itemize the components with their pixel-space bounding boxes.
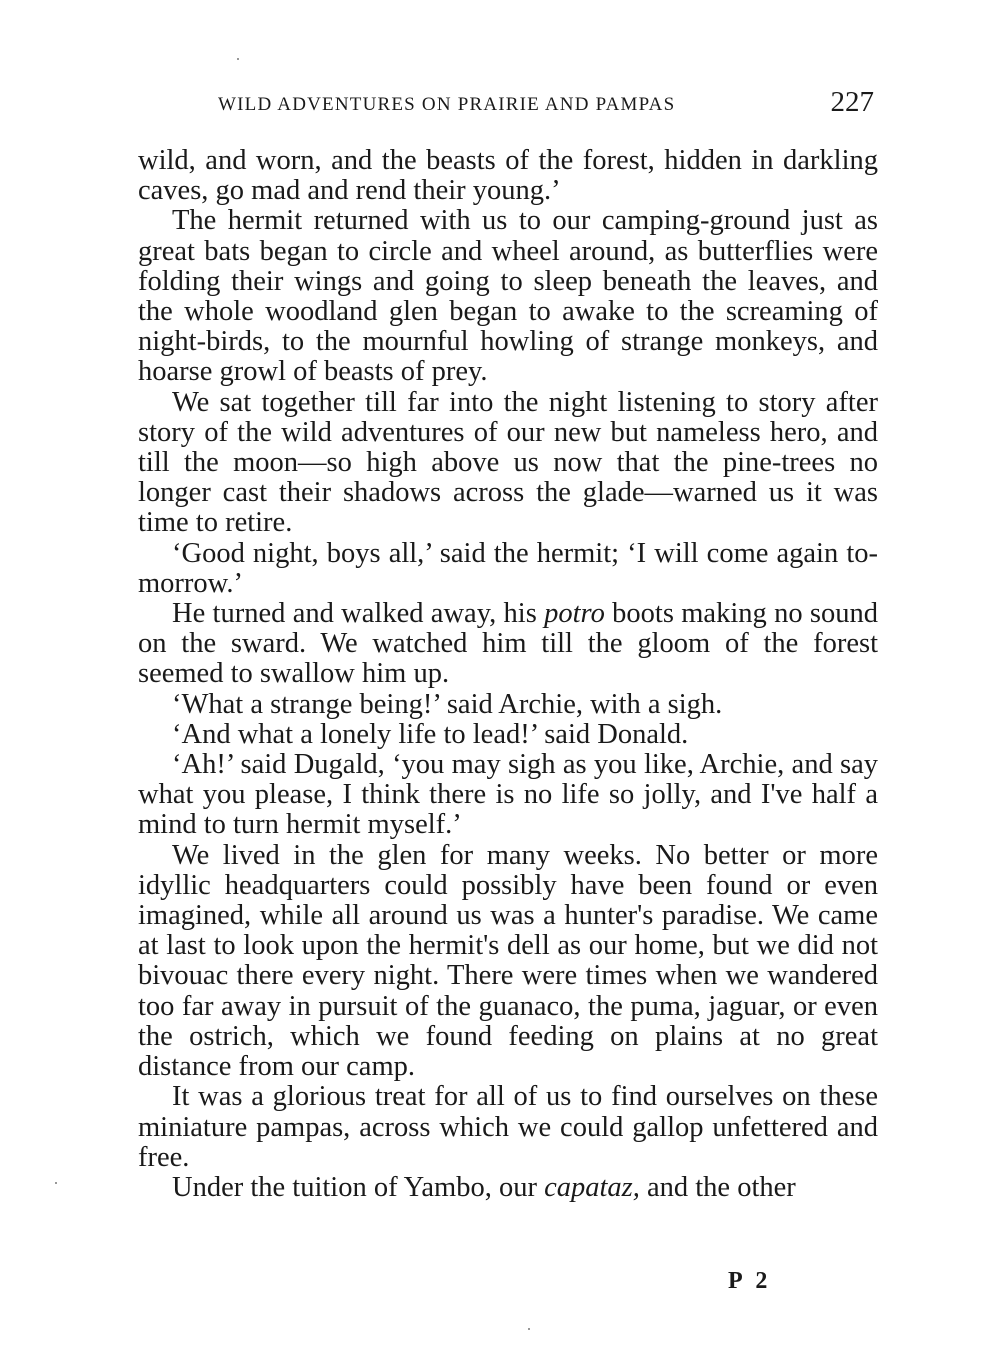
text-run: ‘Ah!’ said Dugald, ‘you may sigh as you like, Archie, and say what you please, I think there is no life so jolly, and I've half a mind to turn hermit myself.’ xyxy=(138,749,878,841)
paragraph xyxy=(138,539,878,599)
running-title: WILD ADVENTURES ON PRAIRIE AND PAMPAS xyxy=(218,94,676,115)
text-run: It was a glorious treat for all of us to find ourselves on these miniature pampas, across which we could gallop unfettered and free. xyxy=(138,1081,878,1173)
text-run: We lived in the glen for many weeks. No better or more idyllic headquarters could possibly have been found or even imagined, while all around us was a hunter's paradise. We came at last to look upon the hermit's dell as our home, but we did not bivouac there every night. There were times when we wandered too far away in pursuit of the guanaco, the puma, jaguar, or even the ostrich, which we found feeding on plains at no great distance from our camp. xyxy=(138,839,878,1083)
paragraph xyxy=(138,750,878,841)
text-run: wild, and worn, and the beasts of the forest, hidden in darkling caves, go mad and rend their young.’ xyxy=(138,145,878,207)
page-number: 227 xyxy=(830,86,874,118)
paragraph xyxy=(138,1082,878,1173)
text-run: He turned and walked away, his xyxy=(172,598,545,630)
italic-term: potro xyxy=(544,598,605,630)
paper-speck xyxy=(55,1182,57,1184)
text-run: ‘What a strange being!’ said Archie, with a sigh. xyxy=(172,688,723,720)
text-run: The hermit returned with us to our camping-ground just as great bats began to circle and wheel around, as butterflies were folding their wings and going to sleep beneath the leaves, and the whole woodland glen began to awake to the screaming of night-birds, to the mournful howling of strange monkeys, and hoarse growl of beasts of prey. xyxy=(138,205,878,388)
paragraph xyxy=(138,1173,878,1203)
signature-mark: P 2 xyxy=(728,1268,772,1294)
running-header xyxy=(200,84,880,124)
paragraph xyxy=(138,599,878,690)
paragraph xyxy=(138,206,878,387)
paragraph xyxy=(138,690,878,720)
text-run: Under the tuition of Yambo, our xyxy=(172,1171,545,1203)
body-text xyxy=(138,146,878,1203)
text-run: and the other xyxy=(639,1171,796,1203)
paragraph xyxy=(138,720,878,750)
paper-speck xyxy=(528,1328,530,1330)
text-run: boots making no sound on the sward. We watched him till the gloom of the forest seemed to swallow him up. xyxy=(138,598,878,690)
text-run: ‘And what a lonely life to lead!’ said Donald. xyxy=(172,718,689,750)
paragraph xyxy=(138,388,878,539)
text-run: We sat together till far into the night listening to story after story of the wild adventures of our new but nameless hero, and till the moon—so high above us now that the pine-trees no longer cast their shadows across the glade—warned us it was time to retire. xyxy=(138,386,878,539)
text-run: ‘Good night, boys all,’ said the hermit; ‘I will come again to-morrow.’ xyxy=(138,537,878,599)
paragraph xyxy=(138,146,878,206)
italic-term: capataz, xyxy=(544,1171,640,1203)
paragraph xyxy=(138,841,878,1083)
paper-speck xyxy=(237,58,239,60)
